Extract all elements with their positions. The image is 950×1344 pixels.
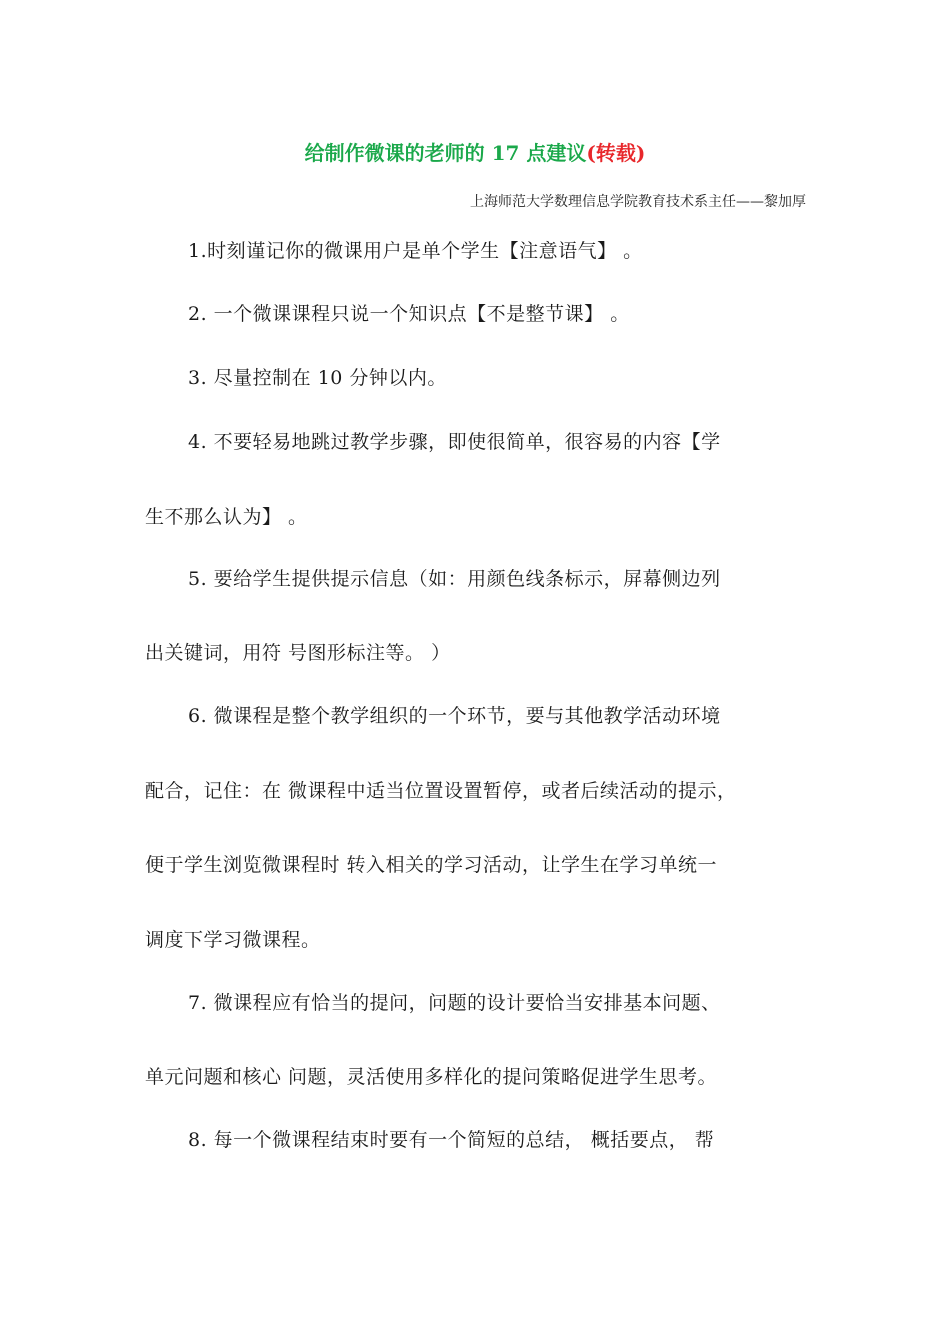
paragraph-line-7-cont: 单元问题和核心 问题，灵活使用多样化的提问策略促进学生思考。 — [145, 1066, 718, 1088]
paragraph-line-4-cont: 生不那么认为】 。 — [145, 506, 308, 528]
author-line: 上海师范大学数理信息学院教育技术系主任——黎加厚 — [470, 194, 806, 210]
paragraph-line-7: 7. 微课程应有恰当的提问，问题的设计要恰当安排基本问题、 — [188, 992, 721, 1014]
paragraph-line-8: 8. 每一个微课程结束时要有一个简短的总结， 概括要点， 帮 — [188, 1129, 715, 1151]
paragraph-line-5: 5. 要给学生提供提示信息（如：用颜色线条标示，屏幕侧边列 — [188, 568, 721, 590]
paragraph-line-6-cont-2: 便于学生浏览微课程时 转入相关的学习活动，让学生在学习单统一 — [145, 854, 718, 876]
paragraph-line-6-cont-3: 调度下学习微课程。 — [145, 929, 321, 951]
paragraph-line-4: 4. 不要轻易地跳过教学步骤，即使很简单，很容易的内容【学 — [188, 431, 721, 453]
title-suffix: (转载) — [586, 141, 646, 165]
document-title — [0, 137, 950, 166]
paragraph-line-3: 3. 尽量控制在 10 分钟以内。 — [188, 367, 447, 389]
paragraph-line-6: 6. 微课程是整个教学组织的一个环节，要与其他教学活动环境 — [188, 705, 721, 727]
title-main: 给制作微课的老师的 17 点建议 — [304, 141, 587, 165]
paragraph-line-2: 2. 一个微课课程只说一个知识点【不是整节课】 。 — [188, 303, 630, 325]
paragraph-line-5-cont: 出关键词，用符 号图形标注等。 ） — [145, 642, 451, 664]
paragraph-line-1: 1.时刻谨记你的微课用户是单个学生【注意语气】 。 — [188, 240, 643, 262]
paragraph-line-6-cont-1: 配合，记住：在 微课程中适当位置设置暂停，或者后续活动的提示， — [145, 780, 737, 802]
